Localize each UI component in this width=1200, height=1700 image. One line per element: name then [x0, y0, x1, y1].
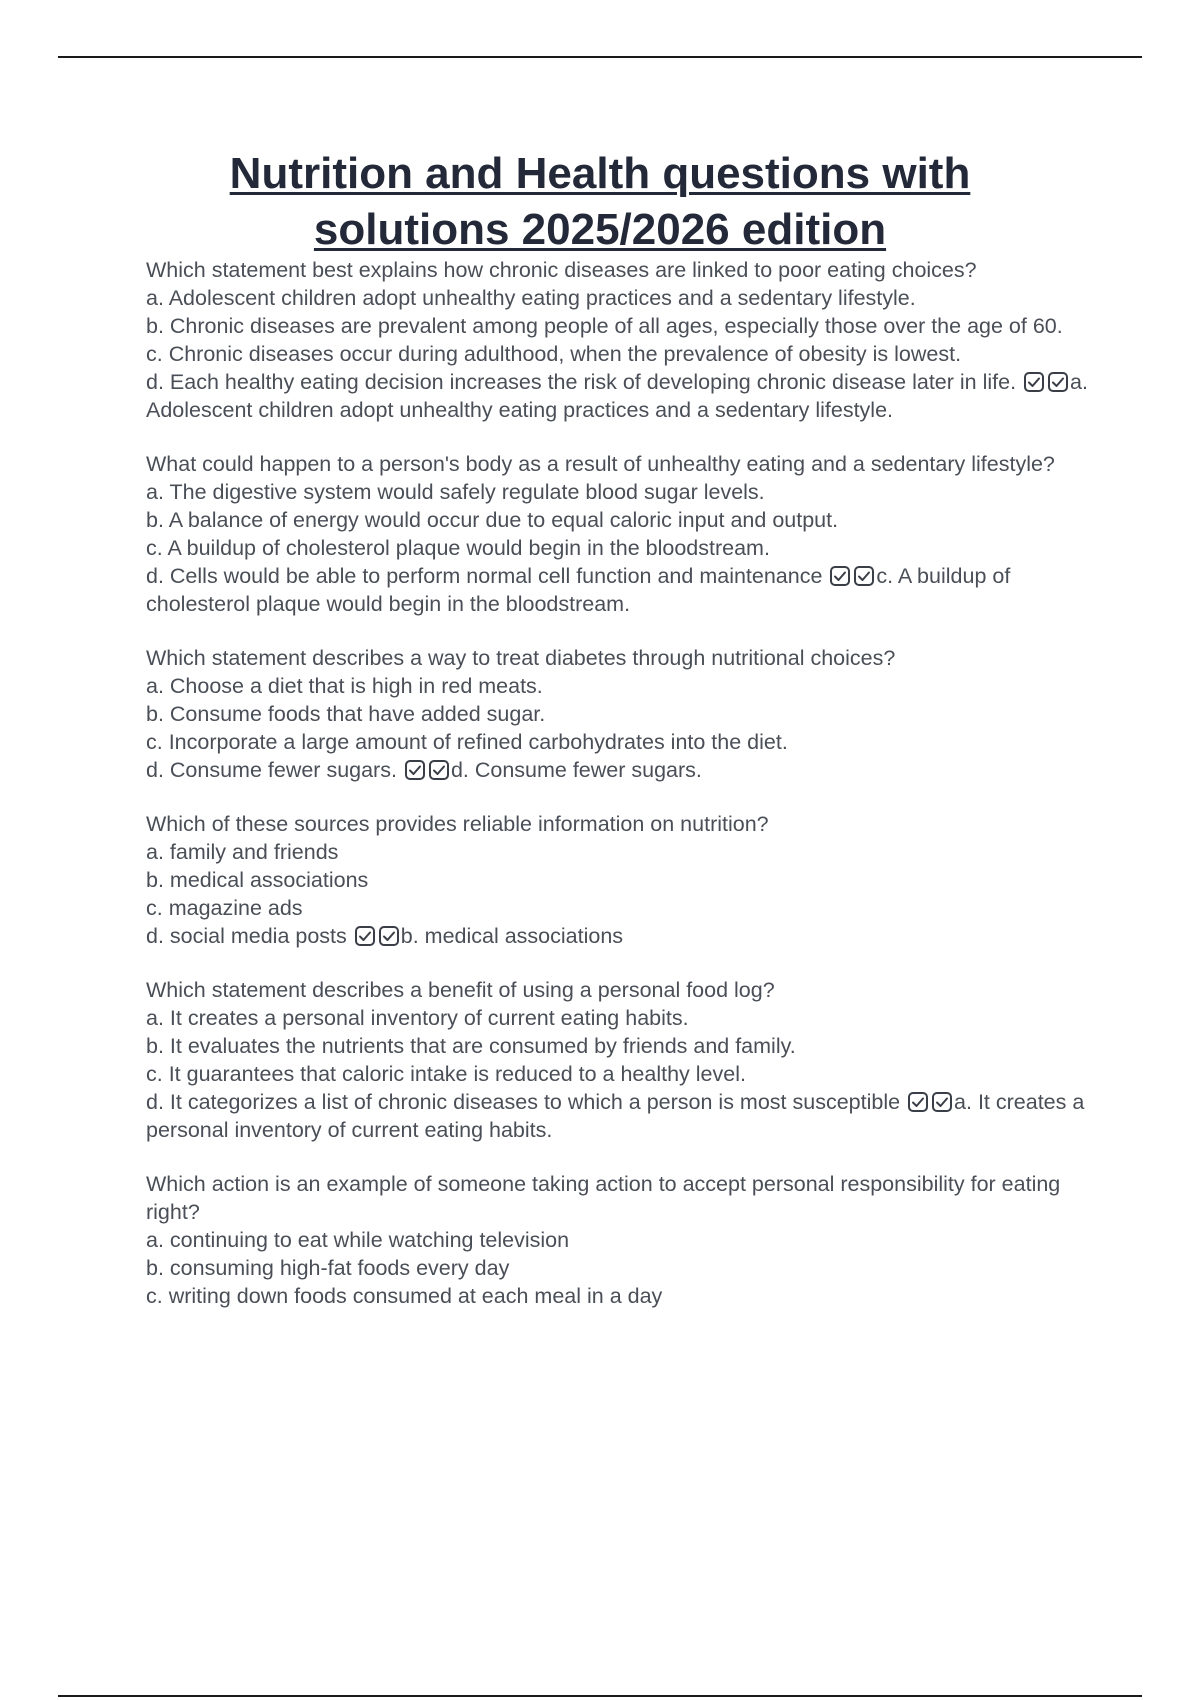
option-d-text: d. Each healthy eating decision increases the risk of developing chronic disease later in life. [146, 370, 1017, 394]
option-d [146, 1088, 1090, 1144]
question-block [146, 976, 1090, 1144]
option-b: b. Chronic diseases are prevalent among people of all ages, especially those over the age of 60. [146, 314, 1063, 338]
checkbox-checked-icon [378, 925, 400, 947]
answer-text: c. A buildup of cholesterol plaque would begin in the bloodstream. [146, 564, 1011, 616]
checkbox-checked-icon [931, 1091, 953, 1113]
question-text: Which statement describes a way to treat diabetes through nutritional choices? [146, 646, 896, 670]
checkbox-checked-icon [907, 1091, 929, 1113]
checkbox-checked-icon [428, 759, 450, 781]
answer-text: a. Adolescent children adopt unhealthy eating practices and a sedentary lifestyle. [146, 370, 1088, 422]
question-block [146, 450, 1090, 618]
option-d-text: d. social media posts [146, 924, 347, 948]
option-b: b. A balance of energy would occur due to equal caloric input and output. [146, 508, 839, 532]
option-c: c. It guarantees that caloric intake is reduced to a healthy level. [146, 1062, 746, 1086]
option-d [146, 368, 1090, 424]
option-b: b. medical associations [146, 868, 369, 892]
title-line-1: Nutrition and Health questions with [229, 149, 971, 198]
option-d [146, 922, 1090, 950]
option-d-text: d. Cells would be able to perform normal cell function and maintenance [146, 564, 823, 588]
question-text: Which of these sources provides reliable information on nutrition? [146, 812, 769, 836]
bottom-rule [58, 1695, 1142, 1697]
question-block [146, 810, 1090, 950]
checkbox-checked-icon [853, 565, 875, 587]
answer-text: b. medical associations [400, 924, 624, 948]
option-a: a. The digestive system would safely regulate blood sugar levels. [146, 480, 765, 504]
option-d [146, 562, 1090, 618]
question-text: Which action is an example of someone taking action to accept personal responsibility for eating right? [146, 1172, 1061, 1224]
option-c: c. writing down foods consumed at each meal in a day [146, 1284, 663, 1308]
option-c: c. Incorporate a large amount of refined carbohydrates into the diet. [146, 730, 788, 754]
option-a: a. It creates a personal inventory of current eating habits. [146, 1006, 689, 1030]
checkbox-checked-icon [829, 565, 851, 587]
option-d-text: d. Consume fewer sugars. [146, 758, 397, 782]
option-d-text: d. It categorizes a list of chronic diseases to which a person is most susceptible [146, 1090, 901, 1114]
page-title [100, 146, 1100, 258]
checkbox-checked-icon [1047, 371, 1069, 393]
option-b: b. Consume foods that have added sugar. [146, 702, 546, 726]
question-text: Which statement best explains how chronic diseases are linked to poor eating choices? [146, 258, 977, 282]
answer-text: d. Consume fewer sugars. [450, 758, 702, 782]
option-c: c. Chronic diseases occur during adulthood, when the prevalence of obesity is lowest. [146, 342, 962, 366]
option-c: c. A buildup of cholesterol plaque would begin in the bloodstream. [146, 536, 770, 560]
option-c: c. magazine ads [146, 896, 303, 920]
option-b: b. It evaluates the nutrients that are consumed by friends and family. [146, 1034, 796, 1058]
question-text: Which statement describes a benefit of using a personal food log? [146, 978, 775, 1002]
checkbox-checked-icon [354, 925, 376, 947]
option-a: a. Adolescent children adopt unhealthy eating practices and a sedentary lifestyle. [146, 286, 916, 310]
option-b: b. consuming high-fat foods every day [146, 1256, 510, 1280]
option-a: a. family and friends [146, 840, 339, 864]
top-rule [58, 56, 1142, 58]
question-text: What could happen to a person's body as a result of unhealthy eating and a sedentary lifestyle? [146, 452, 1055, 476]
question-block [146, 644, 1090, 784]
checkbox-checked-icon [404, 759, 426, 781]
option-d [146, 756, 1090, 784]
option-a: a. continuing to eat while watching television [146, 1228, 570, 1252]
checkbox-checked-icon [1023, 371, 1045, 393]
question-block [146, 1170, 1090, 1310]
question-block [146, 256, 1090, 424]
title-line-2: solutions 2025/2026 edition [313, 205, 887, 254]
option-a: a. Choose a diet that is high in red meats. [146, 674, 543, 698]
answer-text: a. It creates a personal inventory of current eating habits. [146, 1090, 1085, 1142]
questions-list [146, 256, 1090, 1336]
